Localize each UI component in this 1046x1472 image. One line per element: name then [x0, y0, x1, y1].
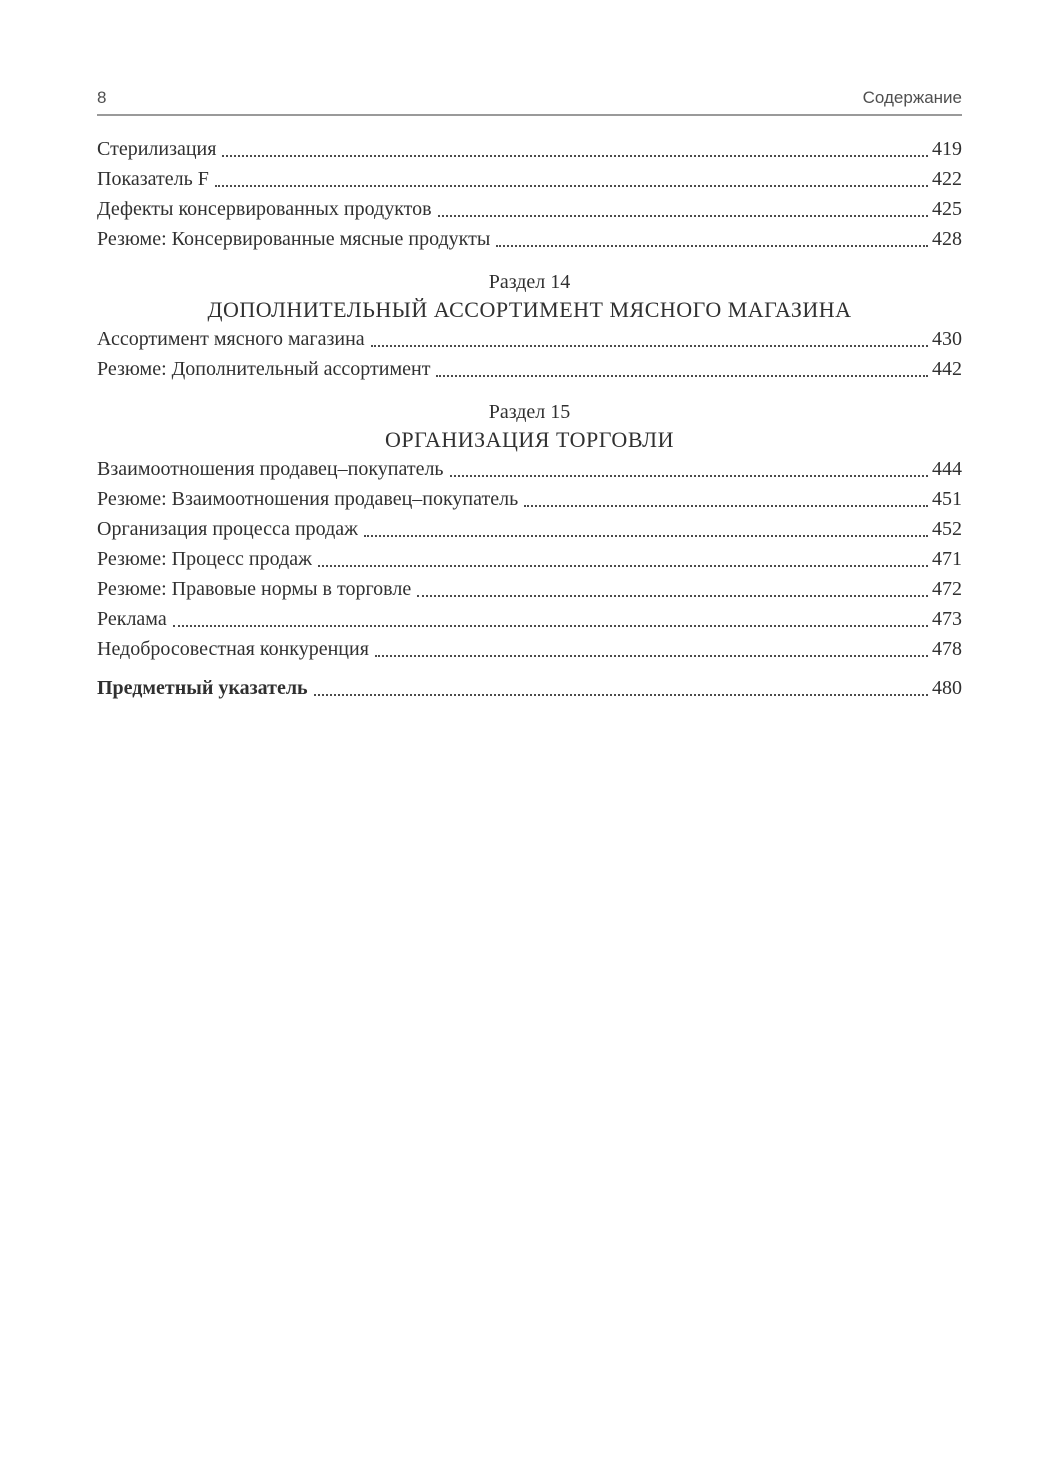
toc-entry-page: 452 [932, 518, 962, 540]
toc-entry [97, 634, 962, 664]
toc-entry [97, 574, 962, 604]
toc-entry [97, 454, 962, 484]
dot-leader [524, 505, 928, 507]
dot-leader [371, 345, 928, 347]
toc-entry-page: 422 [932, 168, 962, 190]
toc-entry [97, 194, 962, 224]
page-number-header: 8 [97, 88, 107, 107]
toc-entry [97, 514, 962, 544]
page-header [97, 88, 962, 116]
dot-leader [173, 625, 928, 627]
toc-entry-page: 451 [932, 488, 962, 510]
toc-entry-page: 425 [932, 198, 962, 220]
section-label: Раздел 14 [488, 271, 571, 293]
toc-entry [97, 544, 962, 574]
toc-entry-title: Ассортимент мясного магазина [97, 328, 365, 350]
dot-leader [215, 185, 928, 187]
dot-leader [314, 694, 928, 696]
section-heading [97, 268, 962, 324]
toc-entry-title: Резюме: Взаимоотношения продавец–покупатель [97, 488, 519, 510]
section-heading [97, 398, 962, 454]
dot-leader [222, 155, 928, 157]
header-title: Содержание [862, 88, 962, 107]
toc-entry [97, 134, 962, 164]
dot-leader [450, 475, 928, 477]
toc-entry [97, 604, 962, 634]
toc-entry-title: Предметный указатель [97, 677, 308, 699]
toc-entry-title: Недобросовестная конкуренция [97, 638, 369, 660]
toc-entry-page: 428 [932, 228, 962, 250]
dot-leader [364, 535, 928, 537]
toc-entry [97, 324, 962, 354]
toc-entry [97, 164, 962, 194]
toc-entry-page: 442 [932, 358, 962, 380]
section-title: ДОПОЛНИТЕЛЬНЫЙ АССОРТИМЕНТ МЯСНОГО МАГАЗИНА [207, 297, 852, 322]
dot-leader [318, 565, 928, 567]
toc-entry-page: 480 [932, 677, 962, 699]
toc-entry-title: Резюме: Дополнительный ассортимент [97, 358, 431, 380]
dot-leader [436, 375, 928, 377]
toc-entry-title: Резюме: Правовые нормы в торговле [97, 578, 412, 600]
toc-entry-page: 473 [932, 608, 962, 630]
toc-entry-title: Реклама [97, 608, 167, 630]
toc-entry [97, 673, 962, 703]
toc-entry-page: 478 [932, 638, 962, 660]
toc-entry-title: Дефекты консервированных продуктов [97, 198, 432, 220]
dot-leader [496, 245, 928, 247]
section-title: ОРГАНИЗАЦИЯ ТОРГОВЛИ [385, 427, 674, 452]
toc-entry-title: Резюме: Консервированные мясные продукты [97, 228, 491, 250]
section-label: Раздел 15 [488, 401, 571, 423]
dot-leader [417, 595, 928, 597]
toc-entry-title: Взаимоотношения продавец–покупатель [97, 458, 444, 480]
toc-entry [97, 224, 962, 254]
toc-entry-page: 444 [932, 458, 962, 480]
toc-entry [97, 354, 962, 384]
dot-leader [438, 215, 928, 217]
table-of-contents [97, 134, 962, 703]
toc-entry-page: 419 [932, 138, 962, 160]
dot-leader [375, 655, 928, 657]
toc-entry-title: Организация процесса продаж [97, 518, 358, 540]
toc-entry [97, 484, 962, 514]
toc-entry-title: Стерилизация [97, 138, 217, 160]
toc-entry-page: 430 [932, 328, 962, 350]
toc-entry-page: 471 [932, 548, 962, 570]
toc-entry-title: Резюме: Процесс продаж [97, 548, 312, 570]
toc-entry-title: Показатель F [97, 168, 209, 190]
toc-entry-page: 472 [932, 578, 962, 600]
